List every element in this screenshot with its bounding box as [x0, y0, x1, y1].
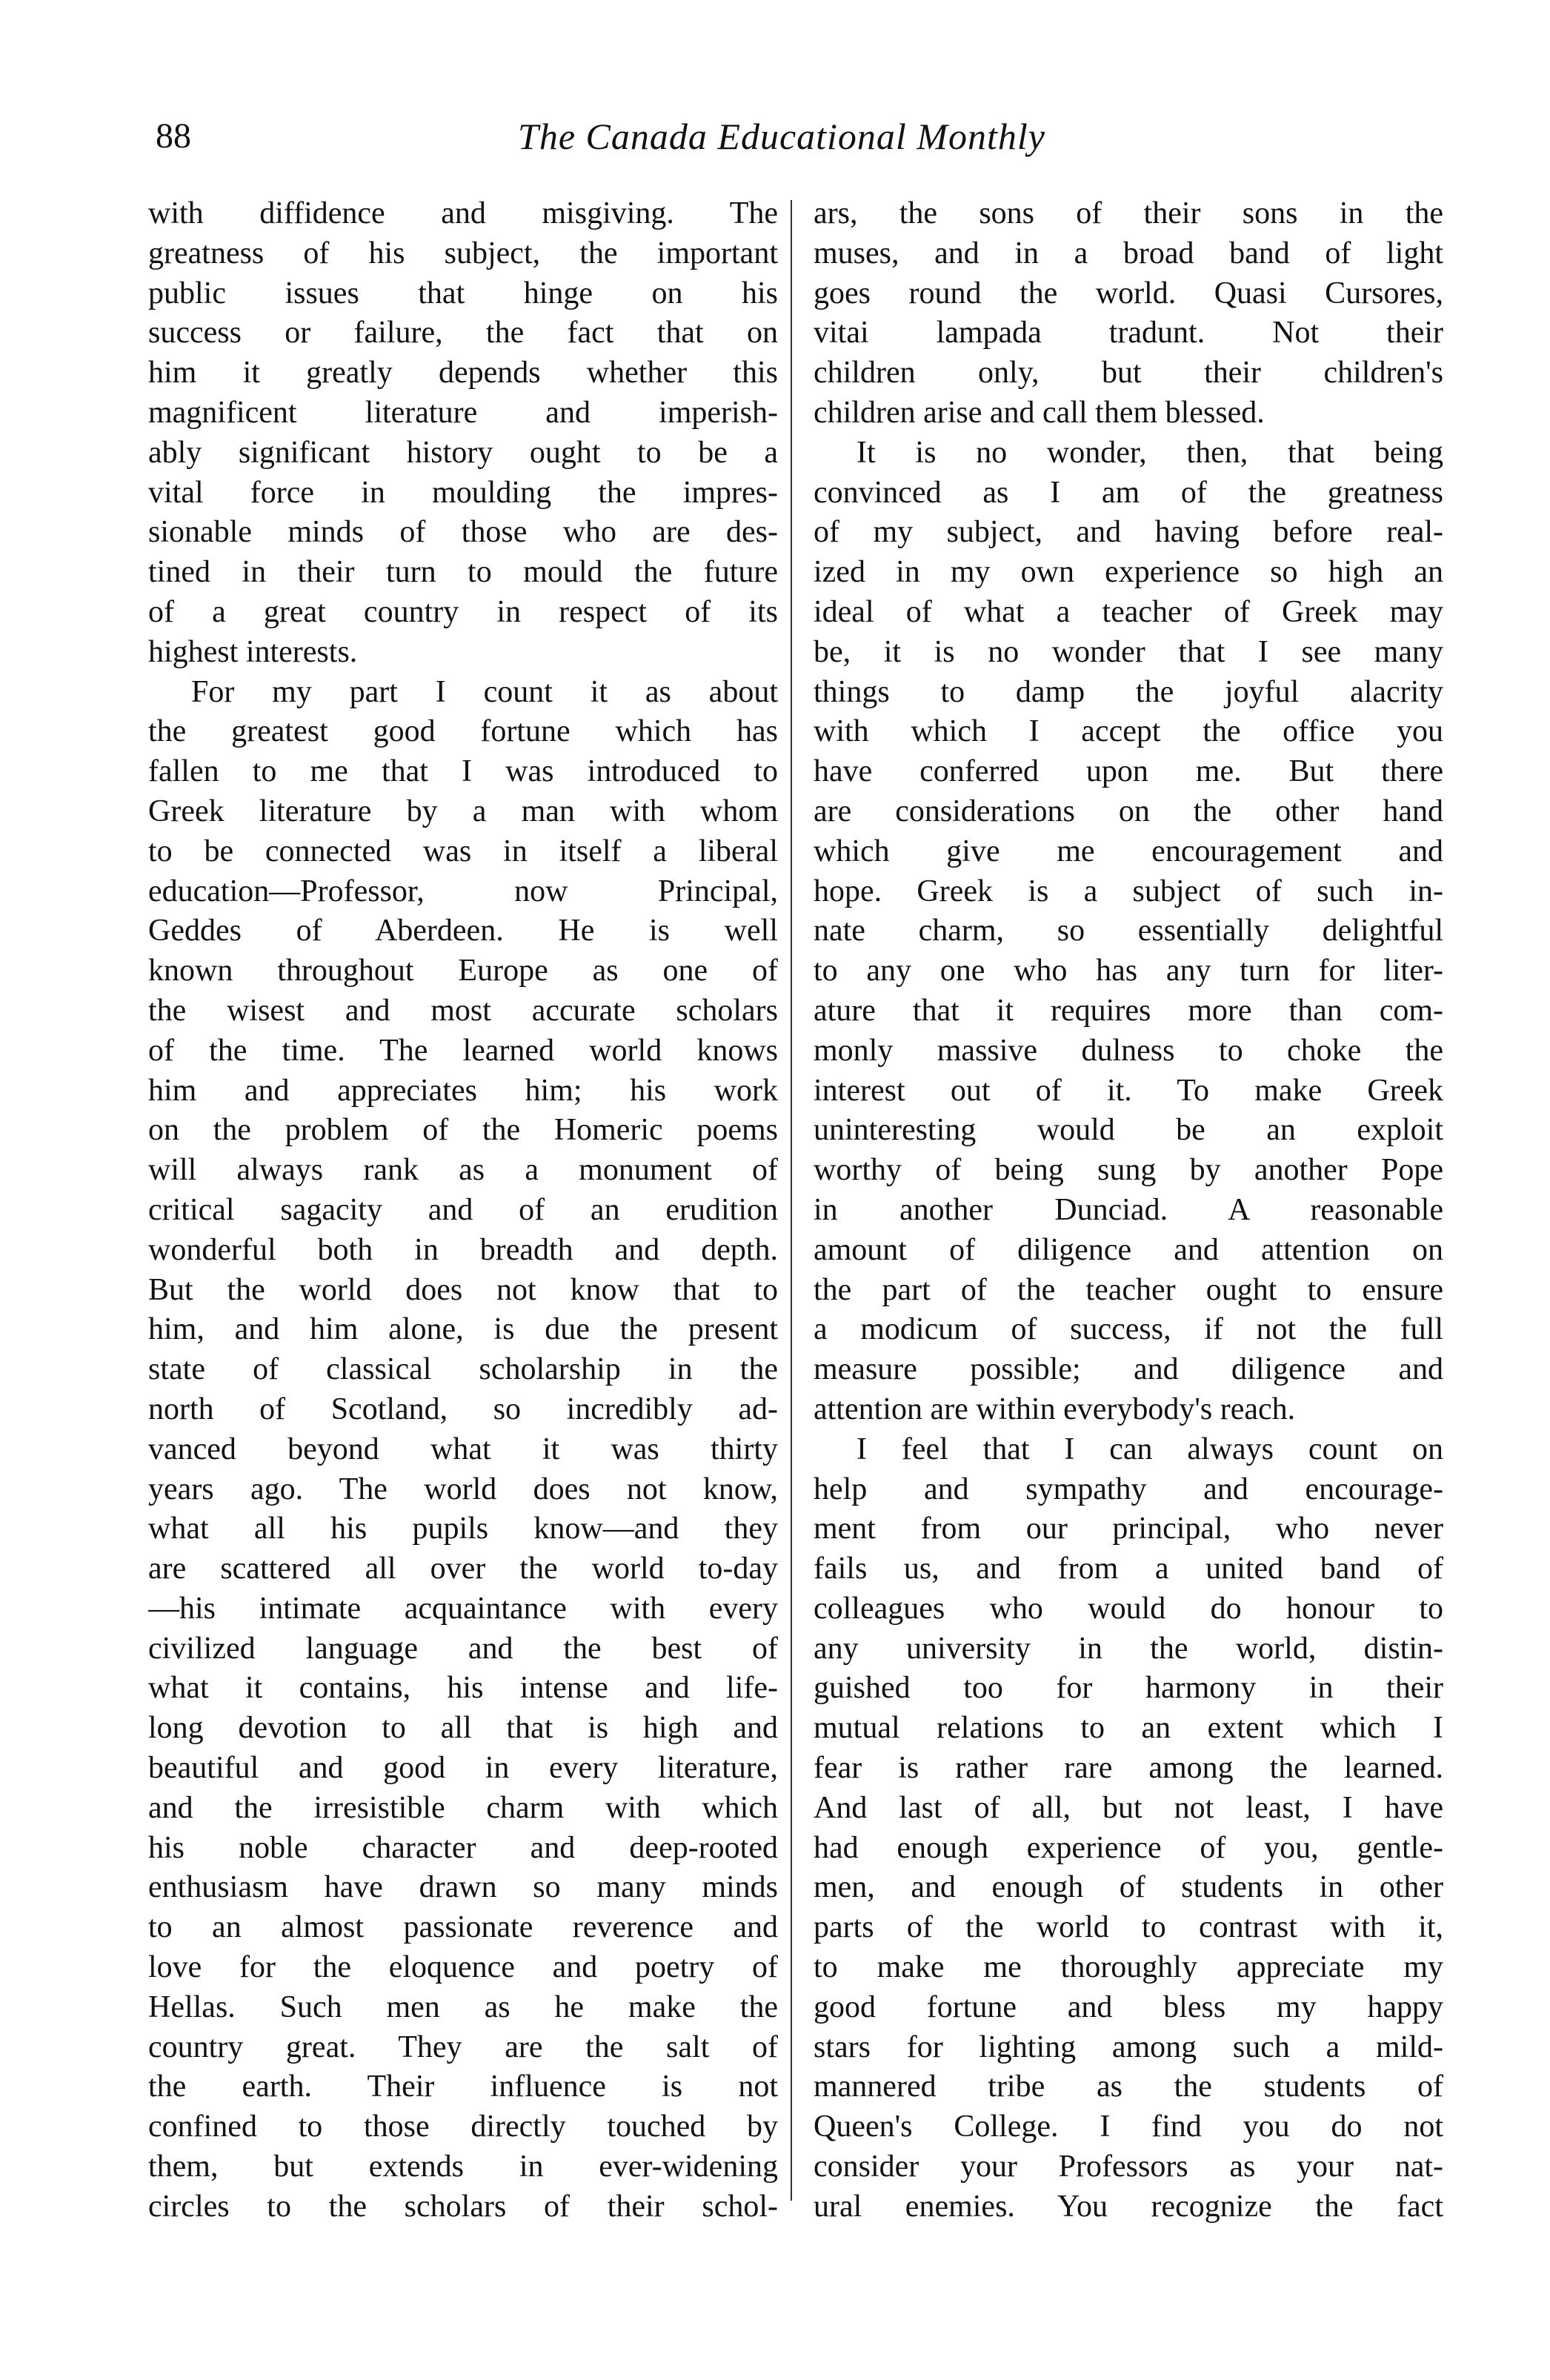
- column-divider: [791, 200, 792, 2201]
- text-line: country great. They are the salt of: [148, 2030, 778, 2064]
- text-line: and the irresistible charm with which: [148, 1790, 778, 1825]
- text-line: north of Scotland, so incredibly ad-: [148, 1392, 778, 1426]
- text-line: him, and him alone, is due the present: [148, 1312, 778, 1347]
- text-line: enthusiasm have drawn so many minds: [148, 1870, 778, 1905]
- text-line: civilized language and the best of: [148, 1631, 778, 1666]
- text-line: ars, the sons of their sons in the: [814, 196, 1443, 230]
- text-line: to any one who has any turn for liter-: [814, 954, 1443, 988]
- text-line: stars for lighting among such a mild-: [814, 2030, 1443, 2064]
- running-title: The Canada Educational Monthly: [518, 116, 1045, 157]
- text-line: public issues that hinge on his: [148, 276, 778, 310]
- page-header: [156, 113, 1408, 172]
- text-line: monly massive dulness to choke the: [814, 1033, 1443, 1068]
- text-line: mutual relations to an extent which I: [814, 1711, 1443, 1746]
- text-line: years ago. The world does not know,: [148, 1472, 778, 1506]
- text-line: And last of all, but not least, I have: [814, 1790, 1443, 1825]
- text-line: of my subject, and having before real-: [814, 515, 1443, 550]
- text-line: ideal of what a teacher of Greek may: [814, 594, 1443, 629]
- text-line: vanced beyond what it was thirty: [148, 1432, 778, 1466]
- text-line: fallen to me that I was introduced to: [148, 754, 778, 789]
- text-line: children only, but their children's: [814, 356, 1443, 390]
- text-line: with diffidence and misgiving. The: [148, 196, 778, 230]
- text-line: had enough experience of you, gentle-: [814, 1830, 1443, 1865]
- text-line: I feel that I can always count on: [857, 1432, 1443, 1466]
- text-line: are considerations on the other hand: [814, 794, 1443, 828]
- text-line: confined to those directly touched by: [148, 2110, 778, 2144]
- text-line: his noble character and deep-rooted: [148, 1830, 778, 1865]
- text-line: him and appreciates him; his work: [148, 1073, 778, 1108]
- text-line: But the world does not know that to: [148, 1272, 778, 1307]
- text-line: the wisest and most accurate scholars: [148, 993, 778, 1028]
- text-line: uninteresting would be an exploit: [814, 1113, 1443, 1148]
- text-line: success or failure, the fact that on: [148, 316, 778, 350]
- text-line: worthy of being sung by another Pope: [814, 1153, 1443, 1188]
- text-line: what it contains, his intense and life-: [148, 1671, 778, 1706]
- text-line: For my part I count it as about: [191, 674, 778, 709]
- text-line: mannered tribe as the students of: [814, 2070, 1443, 2104]
- text-line: men, and enough of students in other: [814, 1870, 1443, 1905]
- text-line: hope. Greek is a subject of such in-: [814, 874, 1443, 908]
- text-line: children arise and call them blessed.: [814, 395, 1265, 430]
- text-line: nate charm, so essentially delightful: [814, 914, 1443, 948]
- text-line: vitai lampada tradunt. Not their: [814, 316, 1443, 350]
- text-line: ature that it requires more than com-: [814, 993, 1443, 1028]
- text-line: the greatest good fortune which has: [148, 714, 778, 749]
- text-line: interest out of it. To make Greek: [814, 1073, 1443, 1108]
- text-line: education—Professor, now Principal,: [148, 874, 778, 908]
- text-line: to be connected was in itself a liberal: [148, 834, 778, 868]
- text-line: any university in the world, distin-: [814, 1631, 1443, 1666]
- text-line: vital force in moulding the impres-: [148, 475, 778, 510]
- text-line: ment from our principal, who never: [814, 1512, 1443, 1546]
- text-line: things to damp the joyful alacrity: [814, 674, 1443, 709]
- text-line: amount of diligence and attention on: [814, 1232, 1443, 1267]
- text-line: with which I accept the office you: [814, 714, 1443, 749]
- right-column: [814, 194, 1443, 2227]
- text-line: which give me encouragement and: [814, 834, 1443, 868]
- text-line: Greek literature by a man with whom: [148, 794, 778, 828]
- text-line: convinced as I am of the greatness: [814, 475, 1443, 510]
- text-line: ural enemies. You recognize the fact: [814, 2189, 1443, 2224]
- text-line: magnificent literature and imperish-: [148, 395, 778, 430]
- text-line: muses, and in a broad band of light: [814, 236, 1443, 270]
- text-line: good fortune and bless my happy: [814, 1990, 1443, 2024]
- text-line: circles to the scholars of their schol-: [148, 2189, 778, 2224]
- text-line: colleagues who would do honour to: [814, 1591, 1443, 1626]
- text-line: It is no wonder, then, that being: [857, 435, 1443, 470]
- left-column: [148, 194, 778, 2227]
- text-line: to make me thoroughly appreciate my: [814, 1950, 1443, 1985]
- text-line: state of classical scholarship in the: [148, 1352, 778, 1387]
- text-line: long devotion to all that is high and: [148, 1711, 778, 1746]
- text-line: sionable minds of those who are des-: [148, 515, 778, 550]
- text-line: fear is rather rare among the learned.: [814, 1751, 1443, 1786]
- text-line: ably significant history ought to be a: [148, 435, 778, 470]
- text-line: are scattered all over the world to-day: [148, 1552, 778, 1586]
- text-line: on the problem of the Homeric poems: [148, 1113, 778, 1148]
- text-line: the part of the teacher ought to ensure: [814, 1272, 1443, 1307]
- text-line: guished too for harmony in their: [814, 1671, 1443, 1706]
- text-line: them, but extends in ever-widening: [148, 2150, 778, 2184]
- text-line: what all his pupils know—and they: [148, 1512, 778, 1546]
- text-line: the earth. Their influence is not: [148, 2070, 778, 2104]
- text-line: attention are within everybody's reach.: [814, 1392, 1296, 1426]
- text-line: ized in my own experience so high an: [814, 555, 1443, 590]
- text-line: known throughout Europe as one of: [148, 954, 778, 988]
- text-line: highest interests.: [148, 634, 358, 669]
- page-number: 88: [156, 116, 191, 156]
- text-line: measure possible; and diligence and: [814, 1352, 1443, 1387]
- text-line: have conferred upon me. But there: [814, 754, 1443, 789]
- text-line: consider your Professors as your nat-: [814, 2150, 1443, 2184]
- text-line: wonderful both in breadth and depth.: [148, 1232, 778, 1267]
- text-line: will always rank as a monument of: [148, 1153, 778, 1188]
- text-line: Queen's College. I find you do not: [814, 2110, 1443, 2144]
- text-line: Hellas. Such men as he make the: [148, 1990, 778, 2024]
- text-line: Geddes of Aberdeen. He is well: [148, 914, 778, 948]
- text-line: in another Dunciad. A reasonable: [814, 1192, 1443, 1227]
- text-line: him it greatly depends whether this: [148, 356, 778, 390]
- text-line: tined in their turn to mould the future: [148, 555, 778, 590]
- text-line: greatness of his subject, the important: [148, 236, 778, 270]
- text-line: a modicum of success, if not the full: [814, 1312, 1443, 1347]
- text-line: to an almost passionate reverence and: [148, 1910, 778, 1945]
- text-line: of a great country in respect of its: [148, 594, 778, 629]
- text-line: goes round the world. Quasi Cursores,: [814, 276, 1443, 310]
- text-line: of the time. The learned world knows: [148, 1033, 778, 1068]
- text-line: —his intimate acquaintance with every: [148, 1591, 778, 1626]
- text-line: love for the eloquence and poetry of: [148, 1950, 778, 1985]
- text-line: beautiful and good in every literature,: [148, 1751, 778, 1786]
- text-line: be, it is no wonder that I see many: [814, 634, 1443, 669]
- text-line: critical sagacity and of an erudition: [148, 1192, 778, 1227]
- text-line: fails us, and from a united band of: [814, 1552, 1443, 1586]
- text-line: help and sympathy and encourage-: [814, 1472, 1443, 1506]
- text-line: parts of the world to contrast with it,: [814, 1910, 1443, 1945]
